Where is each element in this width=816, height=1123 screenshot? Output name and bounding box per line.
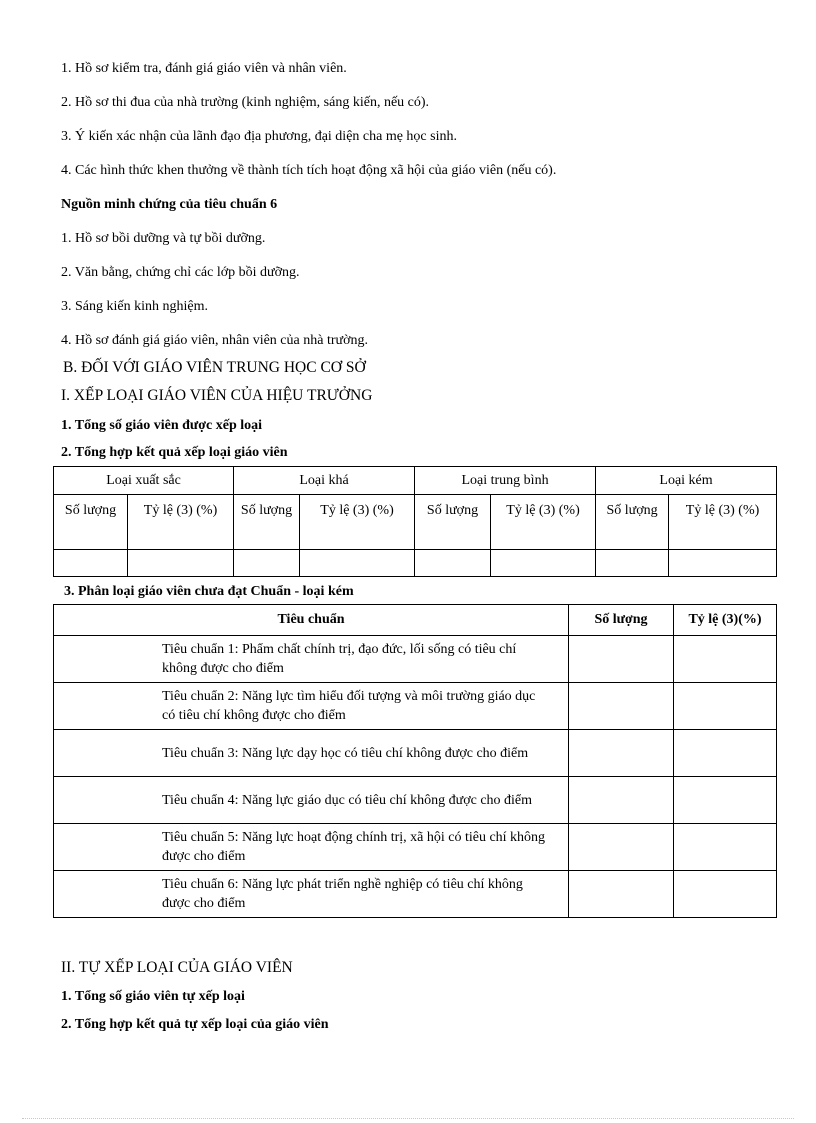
- standard6-title: Nguồn minh chứng của tiêu chuẩn 6: [61, 197, 278, 212]
- section-ii-heading: II. TỰ XẾP LOẠI CỦA GIÁO VIÊN: [61, 959, 293, 976]
- section-i-heading: I. XẾP LOẠI GIÁO VIÊN CỦA HIỆU TRƯỞNG: [61, 387, 373, 404]
- table-cell: [128, 550, 234, 577]
- table2-header-row: [54, 605, 777, 636]
- nonstandard-teachers-table: [53, 604, 777, 918]
- group-header-good: Loại khá: [234, 467, 415, 495]
- standard6-item-2: 2. Văn bằng, chứng chỉ các lớp bồi dưỡng.: [61, 265, 300, 280]
- table-cell: [569, 683, 674, 730]
- section-ii-item-1: 1. Tổng số giáo viên tự xếp loại: [61, 989, 245, 1004]
- table-cell: [569, 871, 674, 918]
- table-cell: [674, 683, 777, 730]
- table-row: [54, 777, 777, 824]
- table-cell: [491, 550, 596, 577]
- table1-group-header-row: [54, 467, 777, 495]
- table-cell: [674, 824, 777, 871]
- subheader-count: Số lượng: [415, 495, 491, 550]
- table-cell: [54, 550, 128, 577]
- table-cell: [674, 636, 777, 683]
- table-cell: [674, 777, 777, 824]
- standard6-item-4: 4. Hồ sơ đánh giá giáo viên, nhân viên của nhà trường.: [61, 333, 368, 348]
- standard6-item-3: 3. Sáng kiến kinh nghiệm.: [61, 299, 208, 314]
- section-i-item-1: 1. Tổng số giáo viên được xếp loại: [61, 418, 263, 433]
- group-header-poor: Loại kém: [596, 467, 777, 495]
- table-cell: [300, 550, 415, 577]
- table-cell: [415, 550, 491, 577]
- evidence-item-3: 3. Ý kiến xác nhận của lãnh đạo địa phương, đại diện cha mẹ học sinh.: [61, 129, 457, 144]
- table-cell: [569, 730, 674, 777]
- group-header-excellent: Loại xuất sắc: [54, 467, 234, 495]
- table-cell: [596, 550, 669, 577]
- table-cell: [234, 550, 300, 577]
- subheader-ratio: Tỷ lệ (3) (%): [669, 495, 777, 550]
- header-count: Số lượng: [569, 605, 674, 636]
- subheader-count: Số lượng: [596, 495, 669, 550]
- table-cell: [569, 636, 674, 683]
- table-cell: [569, 777, 674, 824]
- subheader-count: Số lượng: [234, 495, 300, 550]
- subheader-ratio: Tỷ lệ (3) (%): [128, 495, 234, 550]
- standard6-item-1: 1. Hồ sơ bồi dưỡng và tự bồi dưỡng.: [61, 231, 266, 246]
- subheader-count: Số lượng: [54, 495, 128, 550]
- section-b-heading: B. ĐỐI VỚI GIÁO VIÊN TRUNG HỌC CƠ SỞ: [63, 359, 366, 376]
- table-row: [54, 871, 777, 918]
- table-cell: [674, 871, 777, 918]
- table-row: [54, 683, 777, 730]
- standard-6-cell: Tiêu chuẩn 6: Năng lực phát triển nghề nghiệp có tiêu chí không được cho điểm: [54, 871, 569, 918]
- evidence-item-1: 1. Hồ sơ kiểm tra, đánh giá giáo viên và nhân viên.: [61, 61, 347, 76]
- standard-1-cell: Tiêu chuẩn 1: Phẩm chất chính trị, đạo đức, lối sống có tiêu chí không được cho điểm: [54, 636, 569, 683]
- standard-3-cell: Tiêu chuẩn 3: Năng lực dạy học có tiêu chí không được cho điểm: [54, 730, 569, 777]
- table1-subheader-row: [54, 495, 777, 550]
- table-cell: [674, 730, 777, 777]
- standard-5-cell: Tiêu chuẩn 5: Năng lực hoạt động chính trị, xã hội có tiêu chí không được cho điểm: [54, 824, 569, 871]
- classification-results-table: [53, 466, 777, 577]
- section-i-item-2: 2. Tổng hợp kết quả xếp loại giáo viên: [61, 445, 288, 460]
- header-ratio: Tỷ lệ (3)(%): [674, 605, 777, 636]
- page-footer-divider: [22, 1118, 794, 1119]
- table-row: [54, 636, 777, 683]
- table-cell: [569, 824, 674, 871]
- section-i-item-3: 3. Phân loại giáo viên chưa đạt Chuẩn - loại kém: [64, 584, 354, 599]
- standard-2-cell: Tiêu chuẩn 2: Năng lực tìm hiểu đối tượng và môi trường giáo dục có tiêu chí không được cho điểm: [54, 683, 569, 730]
- standard-4-cell: Tiêu chuẩn 4: Năng lực giáo dục có tiêu chí không được cho điểm: [54, 777, 569, 824]
- table-cell: [669, 550, 777, 577]
- table1-data-row: [54, 550, 777, 577]
- group-header-average: Loại trung bình: [415, 467, 596, 495]
- section-ii-item-2: 2. Tổng hợp kết quả tự xếp loại của giáo viên: [61, 1017, 329, 1032]
- evidence-item-2: 2. Hồ sơ thi đua của nhà trường (kinh nghiệm, sáng kiến, nếu có).: [61, 95, 430, 110]
- evidence-item-4: 4. Các hình thức khen thưởng về thành tích tích hoạt động xã hội của giáo viên (nếu có).: [61, 163, 557, 178]
- table-row: [54, 824, 777, 871]
- table-row: [54, 730, 777, 777]
- header-standard: Tiêu chuẩn: [54, 605, 569, 636]
- subheader-ratio: Tỷ lệ (3) (%): [300, 495, 415, 550]
- subheader-ratio: Tỷ lệ (3) (%): [491, 495, 596, 550]
